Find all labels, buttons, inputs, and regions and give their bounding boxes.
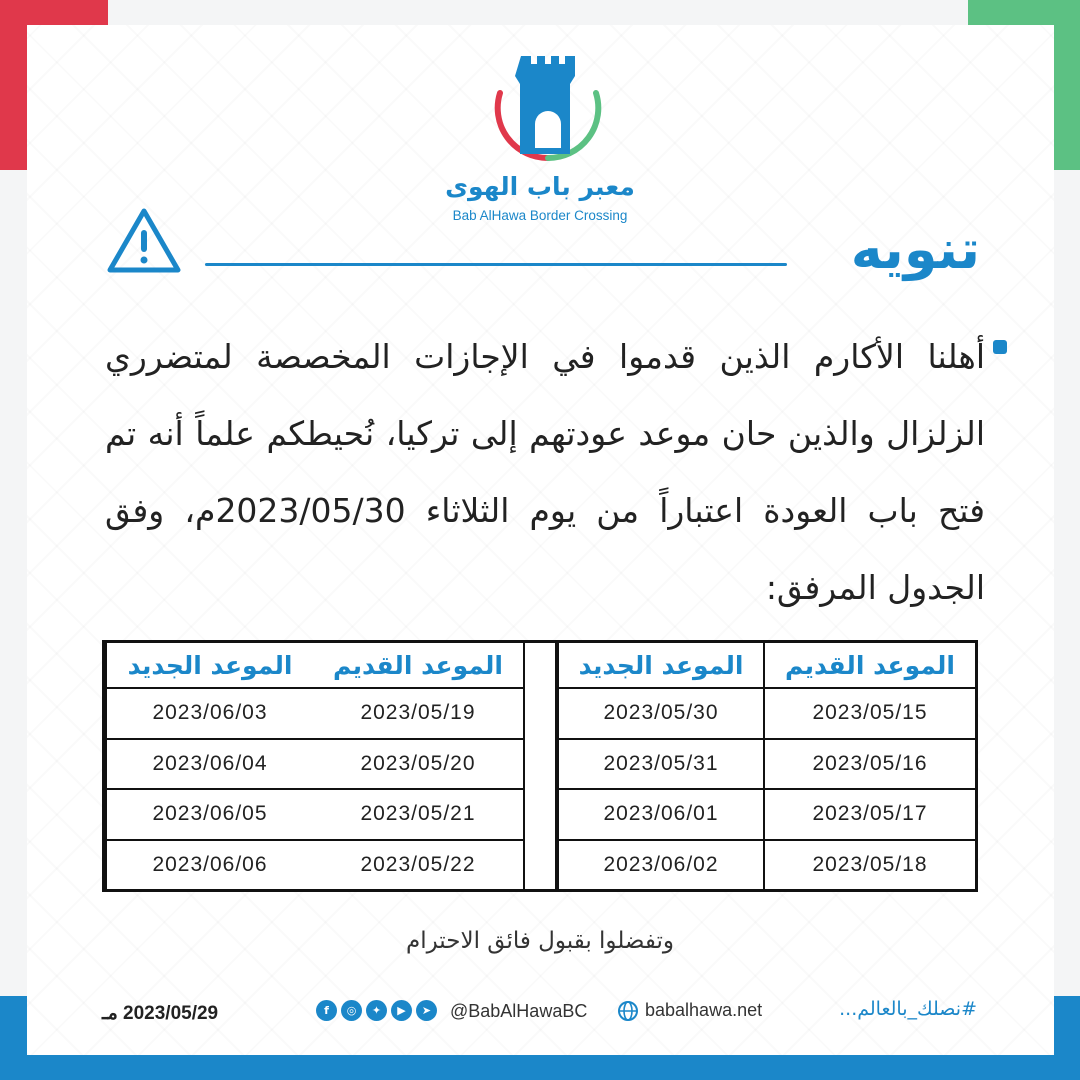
table-separator	[523, 643, 557, 889]
twitter-icon[interactable]: ✦	[366, 1000, 387, 1021]
header-old-date: الموعد القديم	[765, 643, 975, 689]
heading-underline	[205, 263, 787, 266]
notice-heading: تنويه	[850, 218, 980, 281]
table-cell: 2023/05/16	[765, 740, 975, 791]
brand-name-english: Bab AlHawa Border Crossing	[452, 208, 628, 223]
social-handle[interactable]: @BabAlHawaBC	[450, 1001, 588, 1021]
header-new-date: الموعد الجديد	[107, 643, 313, 689]
facebook-icon[interactable]: f	[316, 1000, 337, 1021]
table-cell: 2023/05/30	[559, 689, 763, 740]
globe-icon	[617, 1000, 639, 1022]
paragraph-bullet	[993, 340, 1007, 354]
hashtag: #نصلك_بالعالم...	[839, 998, 977, 1020]
table-cell: 2023/05/31	[559, 740, 763, 791]
table-cell: 2023/05/17	[765, 790, 975, 841]
table-cell: 2023/05/15	[765, 689, 975, 740]
right-old-column	[765, 643, 975, 889]
table-cell: 2023/05/20	[313, 740, 523, 791]
instagram-icon[interactable]: ◎	[341, 1000, 362, 1021]
website-link[interactable]: babalhawa.net	[645, 1000, 763, 1020]
header-old-date: الموعد القديم	[313, 643, 523, 689]
table-cell: 2023/06/05	[107, 790, 313, 841]
right-new-column	[557, 643, 765, 889]
table-cell: 2023/06/01	[559, 790, 763, 841]
brand-name-arabic: معبر باب الهوى	[445, 172, 635, 201]
table-cell: 2023/05/21	[313, 790, 523, 841]
bab-alhawa-logo	[488, 48, 608, 166]
social-icons	[316, 1000, 437, 1021]
table-cell: 2023/05/18	[812, 852, 928, 876]
youtube-icon[interactable]: ▶	[391, 1000, 412, 1021]
header-new-date: الموعد الجديد	[559, 643, 763, 689]
table-cell: 2023/06/06	[152, 852, 268, 876]
closing-line: وتفضلوا بقبول فائق الاحترام	[405, 928, 675, 954]
table-cell: 2023/06/02	[603, 852, 719, 876]
notice-body: أهلنا الأكارم الذين قدموا في الإجازات المخصصة لمتضرري الزلزال والذين حان موعد عودتهم إلى تركيا، نُحيطكم علماً أنه تم فتح باب العودة اعتباراً من يوم الثلاثاء 2023/05/30م، وفق الجدول المرفق:	[105, 337, 985, 607]
footer	[0, 996, 1080, 1032]
table-cell: 2023/05/22	[360, 852, 476, 876]
left-old-column	[313, 643, 523, 889]
left-new-column	[105, 643, 313, 889]
table-cell: 2023/06/03	[107, 689, 313, 740]
telegram-icon[interactable]: ➤	[416, 1000, 437, 1021]
schedule-table-right-half	[557, 643, 975, 889]
schedule-table	[102, 640, 978, 892]
table-cell: 2023/06/04	[107, 740, 313, 791]
schedule-table-left-half	[105, 643, 523, 889]
publish-date: 2023/05/29 مـ	[102, 1003, 219, 1024]
warning-icon	[106, 206, 182, 276]
table-cell: 2023/05/19	[313, 689, 523, 740]
